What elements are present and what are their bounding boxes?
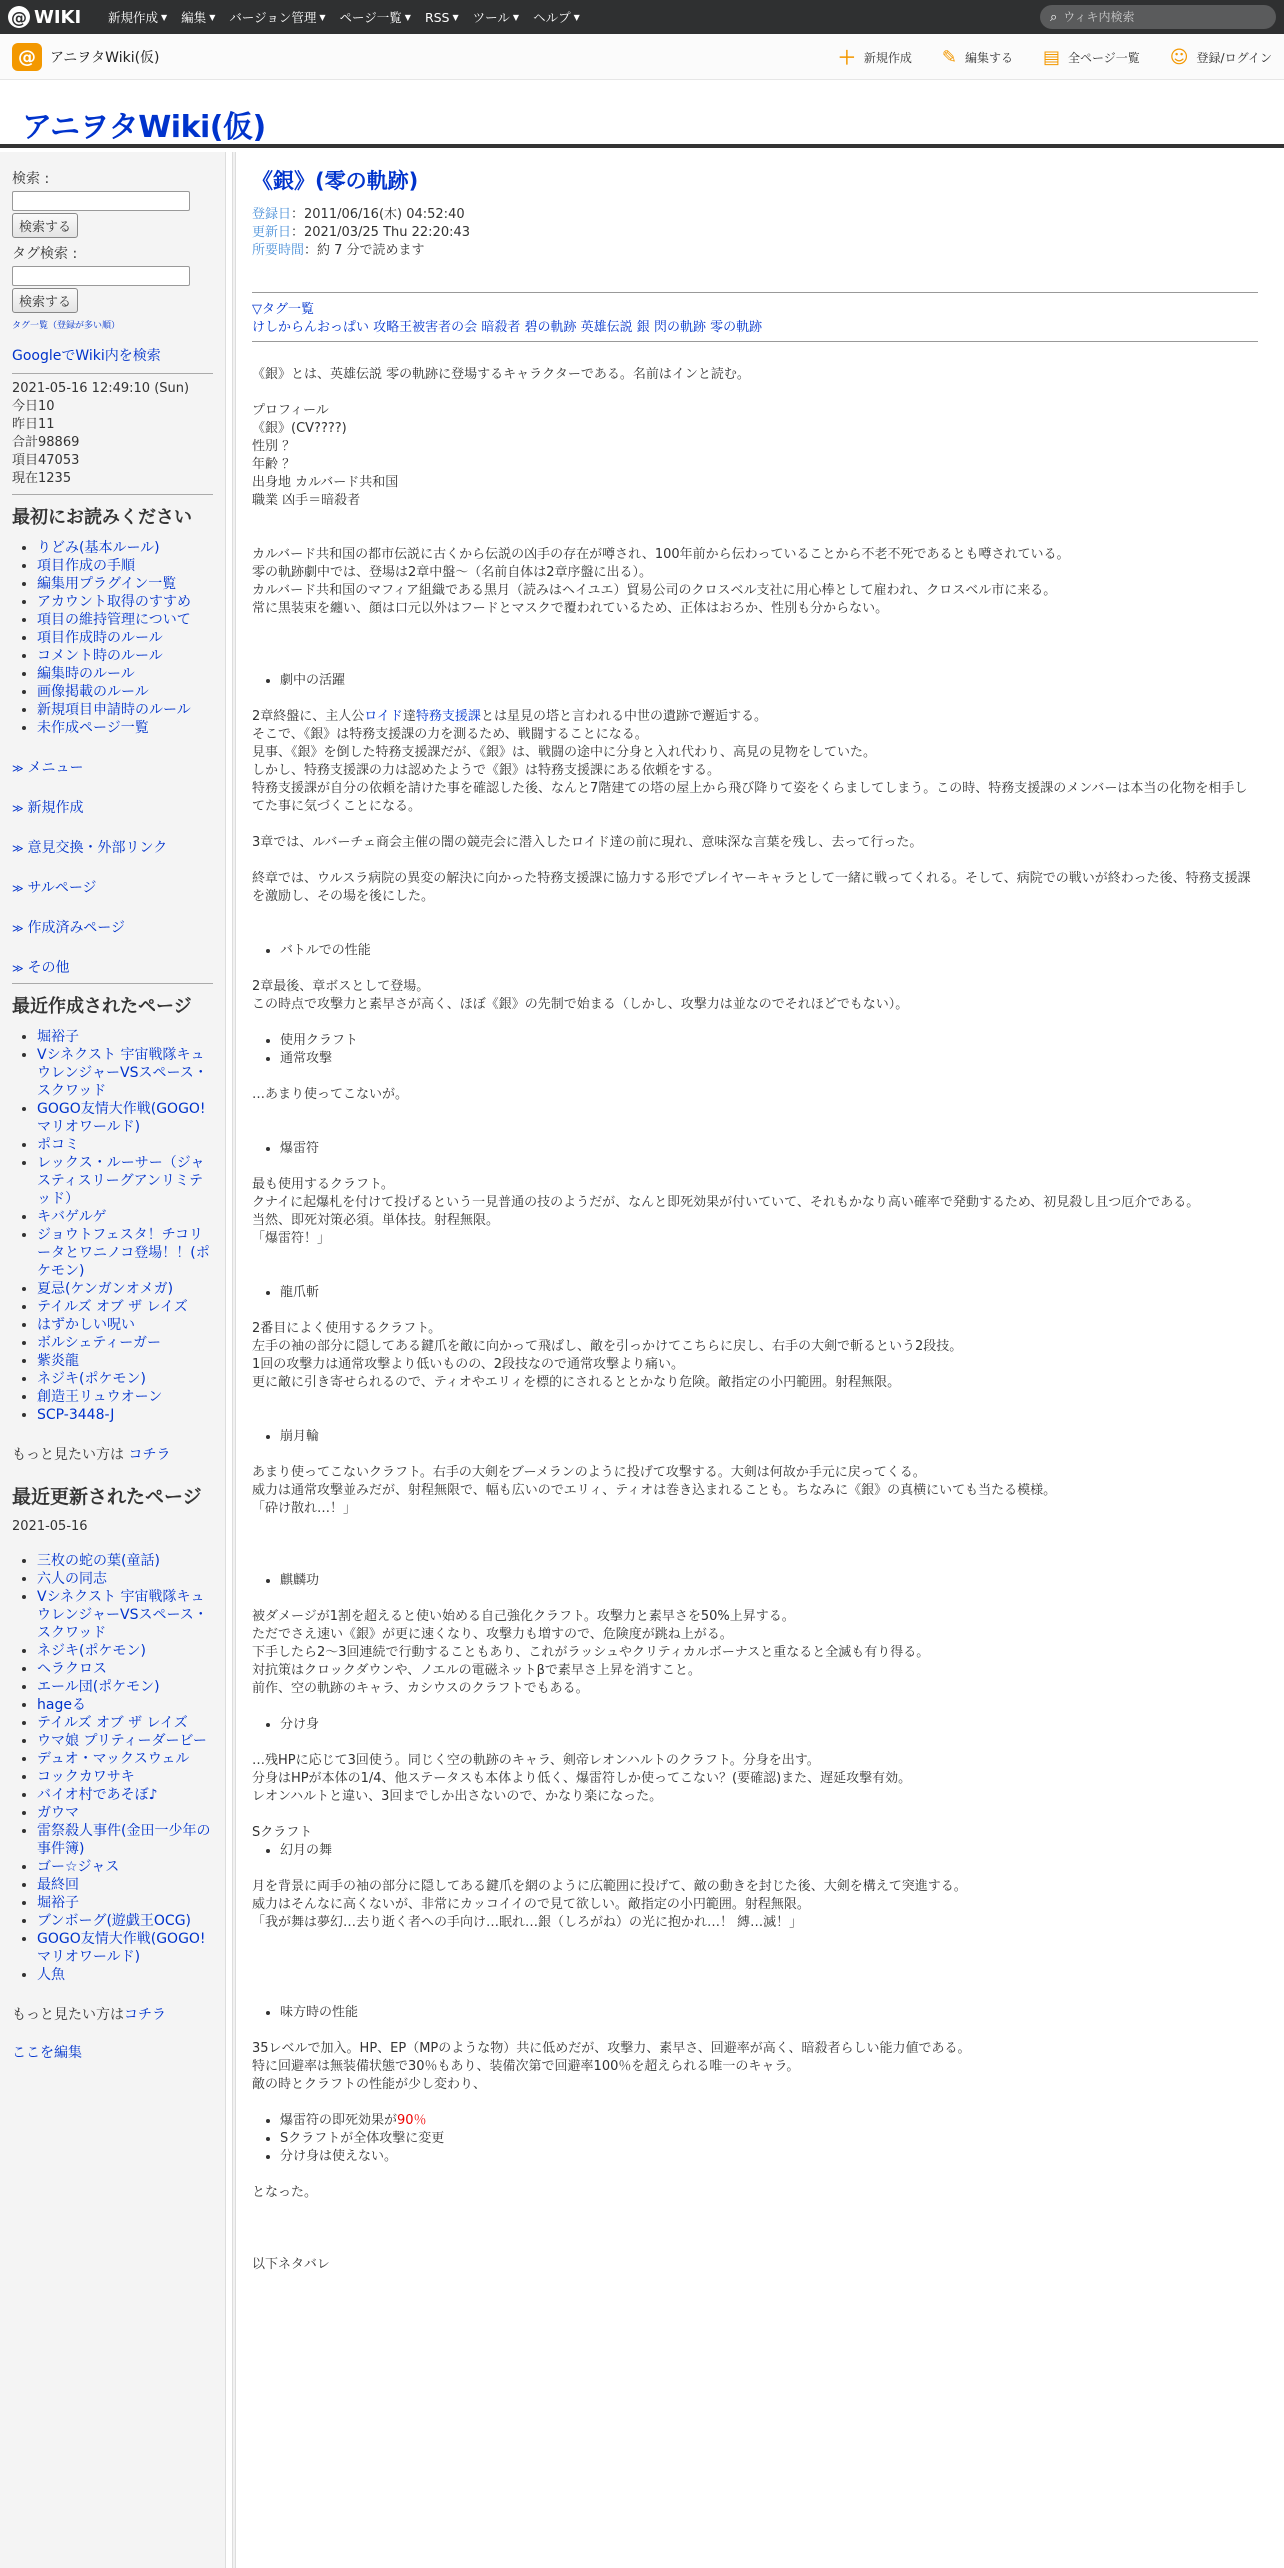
double-chevron-icon: ≫ [12, 962, 24, 975]
list-item: • ジョウトフェスタ！チコリータとワニノコ登場！！(ポケモン) [37, 1226, 213, 1280]
access-stats [12, 380, 213, 488]
list-item: • ガウマ [37, 1804, 213, 1822]
list-item: • ゴー☆ジャス [37, 1858, 213, 1876]
list-item: • ポコミ [37, 1136, 213, 1154]
search-label: 検索 : [12, 171, 50, 187]
search-icon[interactable]: ⌕ [1050, 9, 1058, 25]
list-item: • テイルズ オブ ザ レイズ [37, 1298, 213, 1316]
nav-other[interactable]: ≫ その他 [12, 960, 70, 976]
stat-line: 今日10 [12, 399, 55, 414]
section-heading: • 劇中の活躍 [252, 672, 1258, 690]
list-item: • 画像掲載のルール [37, 683, 213, 701]
story-p2: 3章では、ルバーチェ商会主催の闇の競売会に潜入したロイド達の前に現れ、意味深な言葉を残し、去って行った。 [252, 835, 923, 850]
intro-text: 《銀》とは、英雄伝説 零の軌跡に登場するキャラクターである。名前はインと読む。 [252, 367, 750, 382]
wiki-logo[interactable] [8, 5, 81, 29]
tag-list-link[interactable]: タグ一覧（登録が多い順） [12, 321, 121, 331]
list-item: • 項目の維持管理について [37, 611, 213, 629]
caret-down-icon: ▼ [161, 12, 168, 22]
page-header [0, 80, 1284, 148]
nav-exchange[interactable]: ≫ 意見交換・外部リンク [12, 840, 168, 856]
description: カルバード共和国の都市伝説に古くから伝説の凶手の存在が噂され、100年前から伝わっていることから不老不死であるとも噂されている。 零の軌跡劇中では、登場は2章中盤～（名前自体は2章序盤に出る）。 カルバード共和国のマフィア組織である黒月（読みはヘイユエ）貿易公司のクロスベル支社に用心棒として雇われ、クロスベル市に来る。 常に黒装束を纏い、顔は口元以外はフードとマスクで覆われているため、正体はおろか、性別も分からない。 [252, 547, 1070, 616]
divider [12, 494, 213, 495]
story-p1: 2章終盤に、主人公ロイド達特務支援課とは星見の塔と言われる中世の遺跡で邂逅する。 [252, 709, 767, 724]
logo-text: WIKI [34, 6, 82, 28]
list-item: • SCP-3448-J [37, 1406, 213, 1424]
nav-menu[interactable]: ≫ メニュー [12, 760, 84, 776]
list-item: • 爆雷符の即死効果が90％ [280, 2112, 1258, 2130]
login-button[interactable]: ☺ 登録/ログイン [1169, 46, 1272, 68]
list-item: • ネジキ(ポケモン) [37, 1642, 213, 1660]
stat-line: 合計98869 [12, 435, 80, 450]
caret-down-icon: ▼ [319, 12, 326, 22]
tag-search-label: タグ検索 : [12, 246, 78, 262]
all-pages-button[interactable]: ▤ 全ページ一覧 [1043, 46, 1140, 68]
list-item: • はずかしい呪い [37, 1316, 213, 1334]
spoiler-notice: 以下ネタバレ [252, 2257, 330, 2272]
s-craft-heading: Sクラフト [252, 1825, 313, 1840]
recent-updated-date: 2021-05-16 [12, 1519, 88, 1534]
more-updated-link[interactable]: コチラ [124, 2007, 166, 2023]
craft-heading: • 崩月輪 [252, 1428, 1258, 1446]
edit-here[interactable]: ここを編集 [12, 2045, 82, 2061]
recent-created-heading: 最近作成されたページ [12, 996, 192, 1017]
more-updated: もっと見たい方はコチラ [12, 2007, 166, 2023]
list-item: • 項目作成の手順 [37, 557, 213, 575]
tag-link[interactable]: けしからんおっぱい [252, 320, 370, 335]
menu-rss[interactable]: RSS ▼ [424, 9, 459, 25]
list-item: • キバゲルゲ [37, 1208, 213, 1226]
double-chevron-icon: ≫ [12, 922, 24, 935]
story-p3: 終章では、ウルスラ病院の異変の解決に向かった特務支援課に協力する形でプレイヤーキャラとして一緒に戦ってくれる。そして、病院での戦いが終わった後、特務支援課を激励し、その場を後にした。 [252, 871, 1251, 904]
list-item: • アカウント取得のすすめ [37, 593, 213, 611]
list-item: • ブンボーグ(遊戯王OCG) [37, 1912, 213, 1930]
list-item: • 三枚の蛇の葉(童話) [37, 1552, 213, 1570]
caret-down-icon: ▼ [573, 12, 580, 22]
section-heading: • 味方時の性能 [252, 2004, 1258, 2022]
at-logo-icon: @ [8, 6, 30, 28]
double-chevron-icon: ≫ [12, 882, 24, 895]
nav-new[interactable]: ≫ 新規作成 [12, 800, 84, 816]
list-item: • 分け身は使えない。 [280, 2148, 1258, 2166]
edit-button[interactable]: ✎ 編集する [941, 46, 1013, 68]
list-item: • 未作成ページ一覧 [37, 719, 213, 737]
tag-search-input[interactable] [12, 266, 190, 286]
list-item: • 堀裕子 [37, 1894, 213, 1912]
first-read-list [12, 539, 213, 737]
list-item: • Sクラフトが全体攻撃に変更 [280, 2130, 1258, 2148]
list-item: • エール団(ポケモン) [37, 1678, 213, 1696]
google-search-link[interactable]: GoogleでWiki内を検索 [12, 348, 161, 364]
sidebar [0, 152, 226, 2568]
list-item: • 項目作成時のルール [37, 629, 213, 647]
wiki-search-box [1040, 5, 1276, 29]
more-created-link[interactable]: コチラ [128, 1447, 171, 1463]
tag-list [252, 319, 1258, 337]
tag-header[interactable]: ▽タグ一覧 [252, 302, 314, 317]
reading-time: 所要時間：約 7 分で読めます [252, 243, 425, 258]
site-actions [838, 34, 1272, 80]
top-menus [108, 0, 594, 34]
stat-line: 2021-05-16 12:49:10 (Sun) [12, 381, 190, 396]
link-lloyd[interactable]: ロイド [364, 709, 403, 724]
nav-created[interactable]: ≫ 作成済みページ [12, 920, 125, 936]
double-chevron-icon: ≫ [12, 762, 24, 775]
list-item: • 紫炎龍 [37, 1352, 213, 1370]
tag-link[interactable]: 攻略王被害者の会 [373, 320, 478, 335]
list-item: • 六人の同志 [37, 1570, 213, 1588]
list-item: • GOGO友情大作戦(GOGO!マリオワールド) [37, 1930, 213, 1966]
list-item: • ネジキ(ポケモン) [37, 1370, 213, 1388]
list-item: • 人魚 [37, 1966, 213, 1984]
article-meta [252, 206, 1258, 260]
list-item: • 編集時のルール [37, 665, 213, 683]
stat-line: 項目47053 [12, 453, 80, 468]
updated-date: 更新日：2021/03/25 Thu 22:20:43 [252, 225, 471, 240]
list-item: • 夏忌(ケンガンオメガ) [37, 1280, 213, 1298]
list-item: • 編集用プラグイン一覧 [37, 575, 213, 593]
recent-updated-list [12, 1552, 213, 1984]
highlight-value: 90％ [397, 2113, 427, 2128]
ally-changes-list [252, 2112, 1258, 2166]
list-item: • Vシネクスト 宇宙戦隊キュウレンジャーVSスペース・スクワッド [37, 1046, 213, 1100]
recent-created-list [12, 1028, 213, 1424]
tag-link[interactable]: 零の軌跡 [710, 320, 763, 335]
site-name: アニヲタWiki(仮) [50, 50, 160, 66]
craft-heading: • 幻月の舞 [252, 1842, 1258, 1860]
craft-heading: • 爆雷符 [252, 1140, 1258, 1158]
menu-tools[interactable]: ツール ▼ [472, 10, 520, 25]
wiki-search-input[interactable] [1063, 10, 1253, 24]
list-item: • 雷祭殺人事件(金田一少年の事件簿) [37, 1822, 213, 1858]
divider [12, 373, 213, 374]
craft-heading: • 龍爪斬 [252, 1284, 1258, 1302]
stat-line: 現在1235 [12, 471, 72, 486]
double-chevron-icon: ≫ [12, 802, 24, 815]
list-item: • デュオ・マックスウェル [37, 1750, 213, 1768]
list-item: • コメント時のルール [37, 647, 213, 665]
document-icon: ▤ [1043, 46, 1061, 68]
menu-edit[interactable]: 編集 ▼ [181, 10, 216, 25]
caret-down-icon: ▼ [452, 12, 459, 22]
list-item: • 創造王リュウオーン [37, 1388, 213, 1406]
sidebar-search-button[interactable]: 検索する [12, 213, 78, 238]
list-item: • Vシネクスト 宇宙戦隊キュウレンジャーVSスペース・スクワッド [37, 1588, 213, 1642]
stat-line: 昨日11 [12, 417, 55, 432]
first-read-heading: 最初にお読みください [12, 507, 192, 528]
tag-link[interactable]: 暗殺者 [481, 320, 521, 335]
list-item: • 新規項目申請時のルール [37, 701, 213, 719]
profile: プロフィール 《銀》(CV????) 性別 ？ 年齢 ？ 出身地 カルバード共和国 職業 凶手＝暗殺者 [252, 403, 399, 508]
list-item: • GOGO友情大作戦(GOGO!マリオワールド) [37, 1100, 213, 1136]
list-item: • バイオ村であそぼ♪ [37, 1786, 213, 1804]
tag-link[interactable]: 閃の軌跡 [653, 320, 706, 335]
recent-updated-heading: 最近更新されたページ [12, 1486, 202, 1508]
top-navbar [0, 0, 1284, 34]
sidebar-search-input[interactable] [12, 191, 190, 211]
divider [252, 292, 1258, 293]
list-item: • 堀裕子 [37, 1028, 213, 1046]
plus-icon: ＋ [837, 48, 856, 69]
tag-link[interactable]: 英雄伝説 [580, 320, 633, 335]
list-item: • ボルシェティーガー [37, 1334, 213, 1352]
link-sss[interactable]: 特務支援課 [415, 709, 481, 724]
article-title: 《銀》(零の軌跡) [252, 169, 419, 193]
menu-pages[interactable]: ページ一覧 ▼ [339, 10, 411, 25]
craft-heading: • 分け身 [252, 1716, 1258, 1734]
tag-search-button[interactable]: 検索する [12, 288, 78, 313]
divider [252, 341, 1258, 342]
new-page-button[interactable]: ＋ 新規作成 [838, 44, 912, 70]
at-badge-icon: @ [12, 43, 42, 71]
craft-list: • 使用クラフト • 通常攻撃 [252, 1032, 1258, 1068]
list-item: • 最終回 [37, 1876, 213, 1894]
caret-down-icon: ▼ [512, 12, 520, 22]
sidebar-separator [232, 152, 236, 2568]
tag-link[interactable]: 碧の軌跡 [524, 320, 577, 335]
list-item: • hageる [37, 1696, 213, 1714]
list-item: • テイルズ オブ ザ レイズ [37, 1714, 213, 1732]
site-bar [0, 34, 1284, 80]
site-brand[interactable] [12, 43, 160, 71]
more-created: もっと見たい方は コチラ [12, 1447, 171, 1463]
section-heading: • バトルでの性能 [252, 942, 1258, 960]
menu-help[interactable]: ヘルプ ▼ [533, 10, 580, 25]
list-item: • りどみ(基本ルール) [37, 539, 213, 557]
article: 《銀》(零の軌跡) 登録日：2011/06/16(木) 04:52:40 更新日：2021/03/25 Thu 22:20:43 所要時間：約 7 分で読めます ▽タグ一覧 けしからんおっぱい 攻略王被害者の会 暗殺者 碧の軌跡 英雄伝説 銀 閃の軌跡 零の軌跡 《銀》とは、英雄伝説 零の軌跡に登場するキャラクターである。名前はインと読む。 プロフィール 《銀》(CV????) 性別 ？ 年齢 ？ 出身地 カルバード共和国 職業 凶手＝暗殺者 カルバード共和国の都市伝説に古くから伝説の凶手の存在が噂され、100年前から伝わっていることから不老不死であるとも噂されている。 零の軌跡劇中では、登場は2章中盤～（名前自体は2章序盤に出る）。 カルバード共和国のマフィア組織である黒月（読みはヘイユエ）貿易公司のクロスベル支社に用心棒として雇われ、クロスベル市に来る。 常に黒装束を纏い、顔は口元以外はフードとマスクで覆われているため、正体はおろか、性別も分からない。 • 劇中の活躍 2章終盤に、主人公ロイド達特務支援課とは星見の塔と言われる中世の遺跡で邂逅する。 そこで、《銀》は特務支援課の力を測るため、戦闘することになる。 見事、《銀》を倒した特務支援課だが、《銀》は、戦闘の途中に分身と入れ代わり、高見の見物をしていた。 しかし、特務支援課の力は認めたようで《銀》は特務支援課にある依頼をする。 特務支援課が自分の依頼を請けた事を確認した後、なんと7階建ての塔の屋上から飛び降りて姿をくらましてしまう。この時、特務支援課のメンバーは本当の化物を相手してた事に気づくことになる。 3章では、ルバーチェ商会主催の闇の競売会に潜入したロイド達の前に現れ、意味深な言葉を残し、去って行った。 終章では、ウルスラ病院の異変の解決に向かった特務支援課に協力する形でプレイヤーキャラとして一緒に戦ってくれる。そして、病院での戦いが終わった後、特務支援課を激励し、その場を後にした。 • バトルでの性能 2章最後、章ボスとして登場。 この時点で攻撃力と素早さが高く、ほぼ《銀》の先制で始まる（しかし、攻撃力は並なのでそれほどでもない）。 • 使用クラフト • 通常攻撃 …あまり使ってこないが。 • 爆雷符 最も使用するクラフト。 クナイに起爆札を付けて投げるという一見普通の技のようだが、なんと即死効果が付いていて、それもかなり高い確率で発動するため、初見殺し且つ厄介である。 当然、即死対策必須。単体技。射程無限。 「爆雷符！」 • 龍爪斬 2番目によく使用するクラフト。 左手の袖の部分に隠してある鍵爪を敵に向かって飛ばし、敵を引っかけてこちらに戻し、右手の大剣で斬るという2段技。 1回の攻撃力は通常攻撃より低いものの、2段技なので通常攻撃より痛い。 更に敵に引き寄せられるので、ティオやエリィを標的にされるととかなり危険。敵指定の小円範囲。射程無限。 • 崩月輪 あまり使ってこないクラフト。右手の大剣をブーメランのように投げて攻撃する。大剣は何故か手元に戻ってくる。 威力は通常攻撃並みだが、射程無限で、幅も広いのでエリィ、ティオは巻き込まれることも。ちなみに《銀》の真横にいても当たる模様。 「砕け散れ…！」 • 麒麟功 被ダメージが1割を超えると使い始める自己強化クラフト。攻撃力と素早さを50%上昇する。 ただでさえ速い《銀》が更に速くなり、攻撃力も増すので、危険度が跳ね上がる。 下手したら2～3回連続で行動することもあり、これがラッシュやクリティカルボーナスと重なると全滅も有り得る。 対抗策はクロックダウンや、ノエルの電磁ネットβで素早さ上昇を消すこと。 前作、空の軌跡のキャラ、カシウスのクラフトでもある。 • 分け身 …残HPに応じて3回使う。同じく空の軌跡のキャラ、剣帝レオンハルトのクラフト。分身を出す。 分身はHPが本体の1/4、他ステータスも本体より低く、爆雷符しか使ってこない？(要確認)また、遅延攻撃有効。 レオンハルトと違い、3回までしか出さないので、かなり楽になった。 Sクラフト • 幻月の舞 月を背景に両手の袖の部分に隠してある鍵爪を網のように広範囲に投げて、敵の動きを封じた後、大剣を構えて突進する。 威力はそんなに高くないが、非常にカッコイイので見て欲しい。敵指定の小円範囲。射程無限。 「我が舞は夢幻…去り逝く者への手向け…眠れ…銀（しろがね）の光に抱かれ…！ 縛…滅！」 • 味方時の性能 35レベルで加入。HP、EP（MPのような物）共に低めだが、攻撃力、素早さ、回避率が高く、暗殺者らしい能力値である。 特に回避率は無装備状態で30％もあり、装備次第で回避率100％を超えられる唯一のキャラ。 敵の時とクラフトの性能が少し変わり、 • 爆雷符の即死効果が90％ • Sクラフトが全体攻撃に変更 • 分け身は使えない。 となった。 以下ネタバレ [252, 152, 1258, 2274]
site-title[interactable]: アニヲタWiki(仮) [22, 110, 266, 145]
caret-down-icon: ▼ [209, 12, 216, 22]
list-item: • ウマ娘 プリティーダービー [37, 1732, 213, 1750]
caret-down-icon: ▼ [404, 12, 411, 22]
pencil-icon: ✎ [941, 46, 957, 68]
menu-version[interactable]: バージョン管理 ▼ [229, 10, 326, 25]
list-item: • ヘラクロス [37, 1660, 213, 1678]
menu-new[interactable]: 新規作成 ▼ [108, 10, 168, 25]
registered-date: 登録日：2011/06/16(木) 04:52:40 [252, 207, 465, 222]
craft-heading: • 麒麟功 [252, 1572, 1258, 1590]
users-icon: ☺ [1169, 46, 1189, 68]
double-chevron-icon: ≫ [12, 842, 24, 855]
list-item: • コックカワサキ [37, 1768, 213, 1786]
nav-sarupage[interactable]: ≫ サルページ [12, 880, 97, 896]
tag-link[interactable]: 銀 [636, 320, 650, 335]
list-item: • レックス・ルーサー（ジャスティスリーグアンリミテッド） [37, 1154, 213, 1208]
divider [12, 983, 213, 984]
